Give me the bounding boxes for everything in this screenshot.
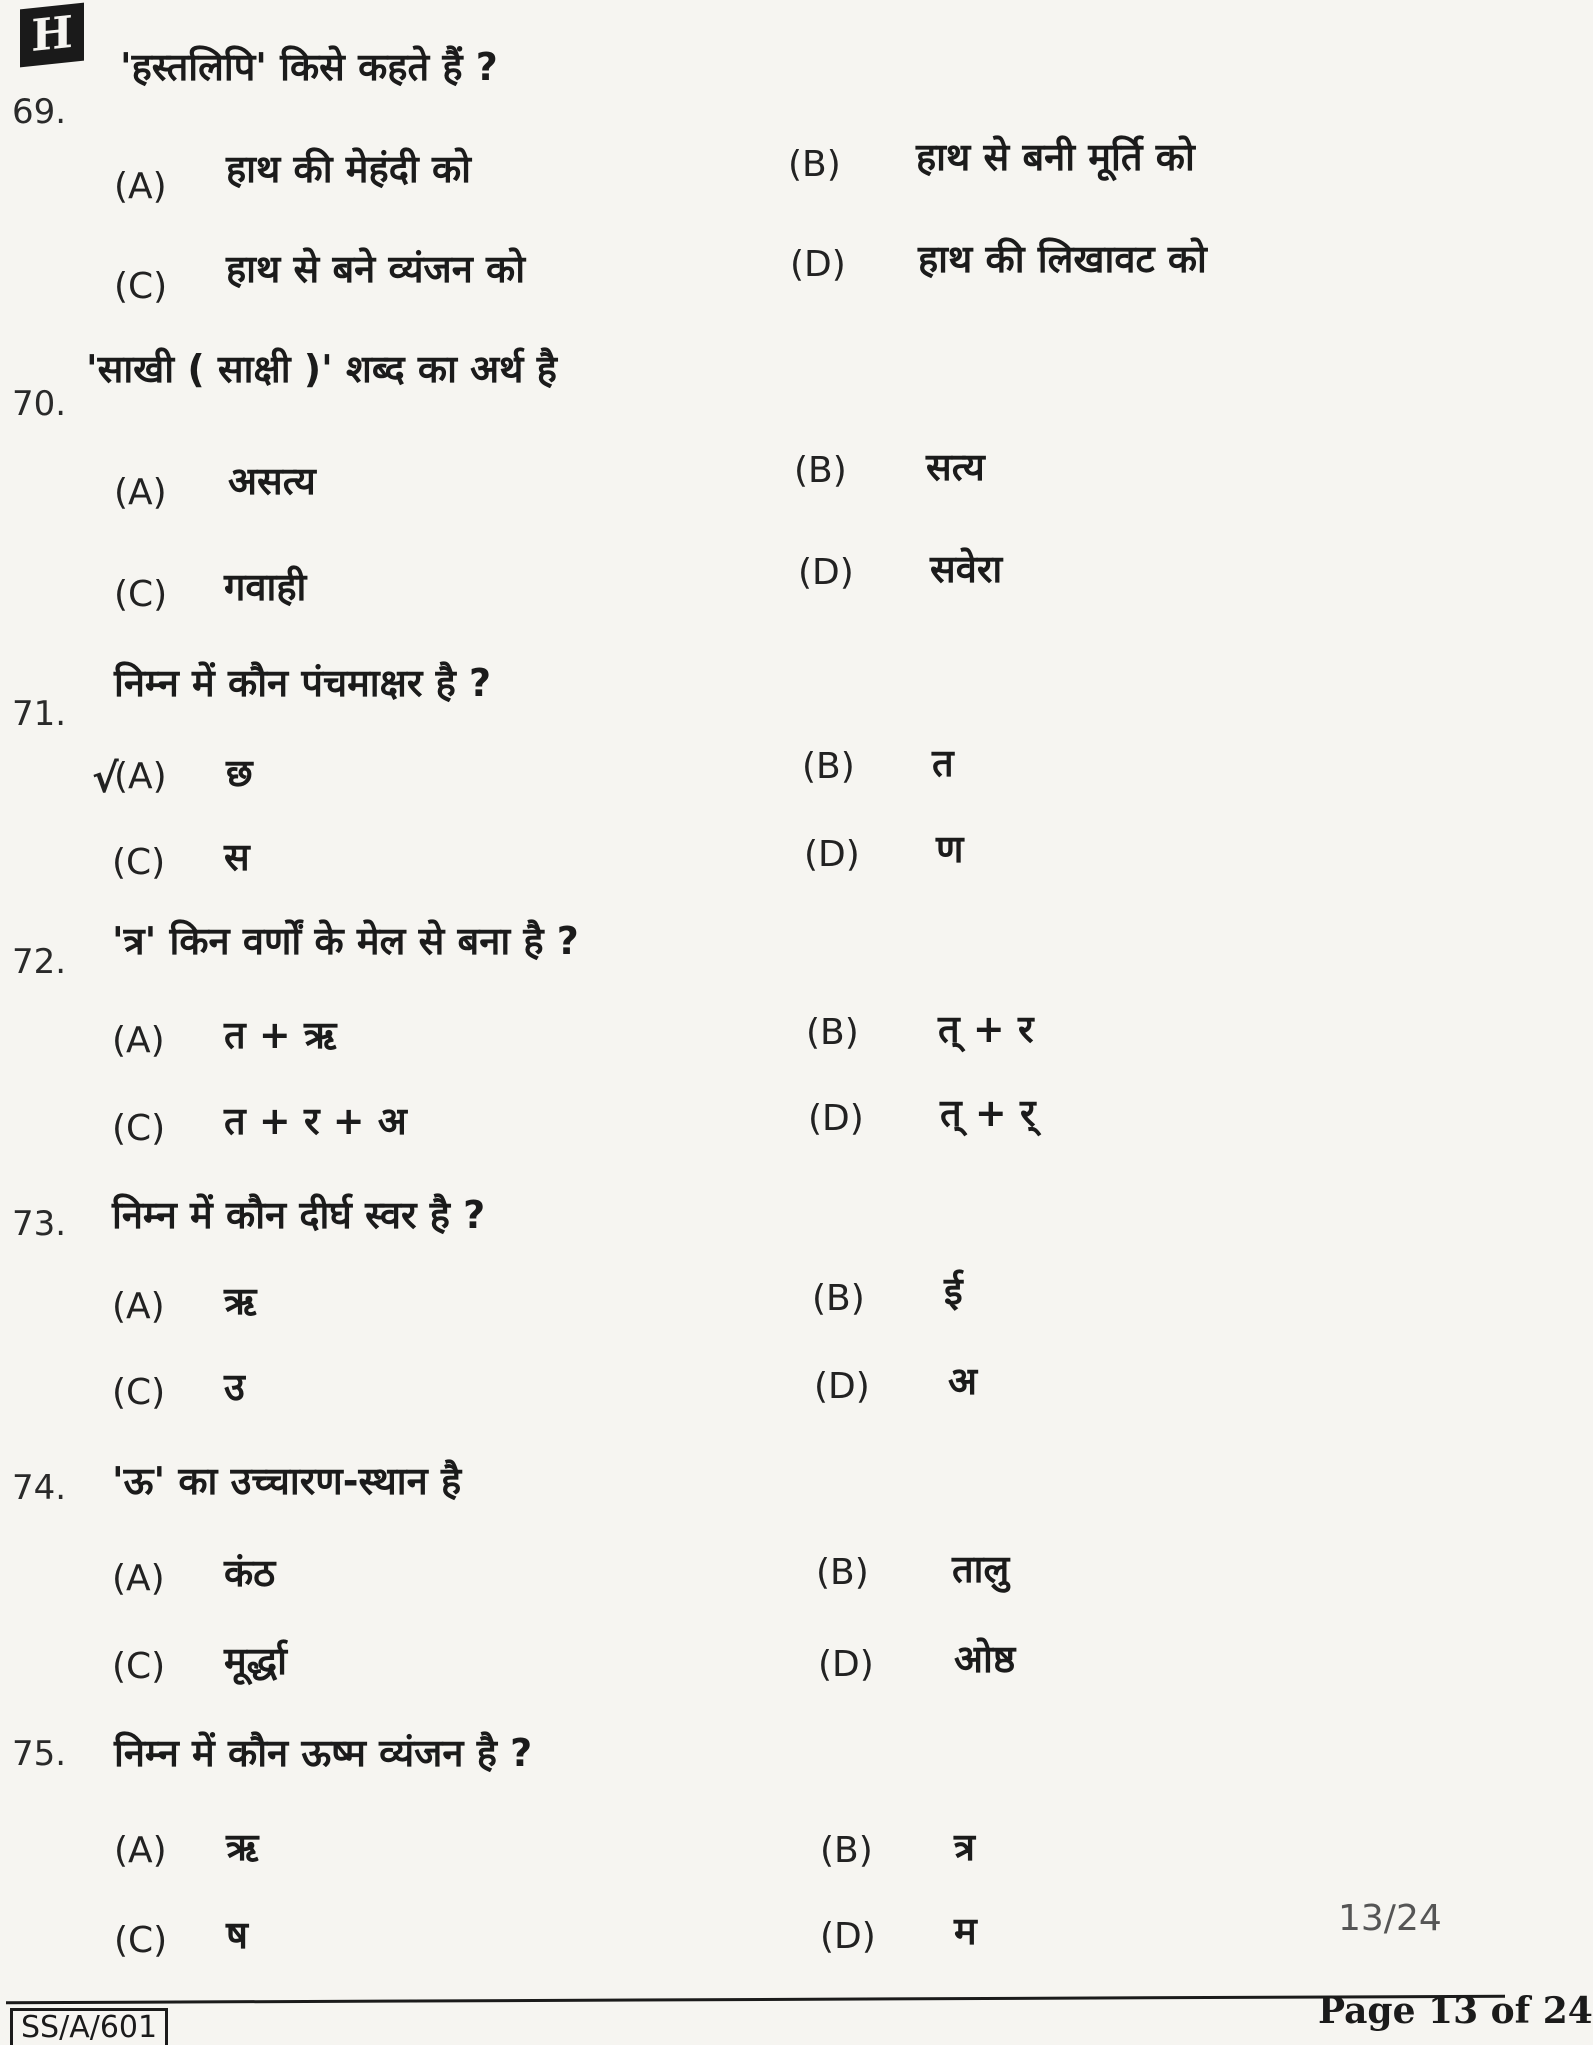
option-b-text: तालु [952, 1547, 1010, 1591]
question-70 [0, 347, 1505, 654]
question-number: 74. [12, 1468, 67, 1508]
option-a-text: असत्य [228, 459, 316, 503]
option-b-text: त् + र [938, 1007, 1034, 1051]
option-a-text: हाथ की मेहंदी को [226, 147, 471, 191]
question-72 [0, 919, 1505, 1212]
question-text: निम्न में कौन ऊष्म व्यंजन है ? [114, 1731, 533, 1775]
option-d-label: (D) [808, 1098, 864, 1139]
option-b-text: हाथ से बनी मूर्ति को [916, 135, 1195, 179]
option-c-label: (C) [114, 1920, 168, 1961]
option-b-label: (B) [820, 1830, 873, 1871]
option-b-text: त [932, 741, 954, 785]
option-b-label: (B) [806, 1012, 859, 1053]
question-74 [0, 1459, 1505, 1738]
option-b-text: ई [944, 1269, 963, 1313]
option-c-text: ष [226, 1913, 248, 1957]
option-a-label: (A) [114, 756, 167, 797]
question-text: निम्न में कौन पंचमाक्षर है ? [114, 661, 492, 705]
option-d-text: त् + र् [940, 1091, 1036, 1135]
question-75 [0, 1731, 1505, 2004]
page-number-footer: Page 13 of 24 [1318, 1990, 1593, 2032]
set-code-badge: H [20, 3, 84, 68]
question-number: 73. [12, 1204, 67, 1244]
option-d-label: (D) [814, 1366, 870, 1407]
option-c-label: (C) [112, 1372, 166, 1413]
question-number: 71. [12, 694, 67, 734]
option-a-label: (A) [112, 1020, 165, 1061]
option-d-text: ओष्ठ [954, 1637, 1016, 1681]
question-number: 70. [12, 384, 67, 424]
option-b-label: (B) [812, 1278, 865, 1319]
option-d-label: (D) [804, 834, 860, 875]
option-d-label: (D) [820, 1916, 876, 1957]
option-d-label: (D) [790, 244, 846, 285]
option-a-text: छ [226, 751, 253, 795]
option-a-text: कंठ [224, 1551, 276, 1595]
option-c-text: त + र + अ [224, 1099, 407, 1143]
paper-code-box: SS/A/601 [10, 2008, 168, 2045]
option-d-text: अ [948, 1359, 978, 1403]
option-c-label: (C) [114, 266, 168, 307]
option-c-text: गवाही [224, 565, 307, 609]
option-c-label: (C) [112, 1108, 166, 1149]
option-c-text: उ [224, 1365, 245, 1409]
option-a-text: ऋ [224, 1279, 257, 1323]
answer-tick-mark: √ [92, 756, 119, 802]
option-c-text: हाथ से बने व्यंजन को [226, 247, 526, 291]
question-number: 69. [12, 92, 67, 132]
option-a-label: (A) [114, 166, 167, 207]
option-d-text: म [954, 1909, 977, 1953]
question-69 [0, 45, 1505, 352]
option-d-text: हाथ की लिखावट को [918, 237, 1207, 281]
question-73 [0, 1193, 1505, 1474]
question-text: 'साखी ( साक्षी )' शब्द का अर्थ है [86, 347, 557, 391]
option-a-label: (A) [112, 1558, 165, 1599]
option-a-text: ऋ [226, 1825, 259, 1869]
option-a-label: (A) [114, 472, 167, 513]
option-c-text: मूर्द्धा [224, 1639, 287, 1683]
option-b-text: त्र [954, 1825, 975, 1869]
option-a-text: त + ऋ [224, 1013, 337, 1057]
option-a-label: (A) [114, 1830, 167, 1871]
option-c-text: स [224, 835, 250, 879]
option-b-label: (B) [802, 746, 855, 787]
question-text: 'ऊ' का उच्चारण-स्थान है [112, 1459, 462, 1503]
question-number: 75. [12, 1734, 67, 1774]
option-d-label: (D) [798, 552, 854, 593]
option-b-label: (B) [788, 144, 841, 185]
option-c-label: (C) [114, 574, 168, 615]
page-fraction: 13/24 [1338, 1898, 1442, 1939]
option-c-label: (C) [112, 842, 166, 883]
question-text: निम्न में कौन दीर्घ स्वर है ? [112, 1193, 486, 1237]
option-c-label: (C) [112, 1646, 166, 1687]
option-d-text: ण [936, 827, 964, 871]
option-b-label: (B) [794, 450, 847, 491]
question-number: 72. [12, 942, 67, 982]
option-d-text: सवेरा [930, 547, 1003, 591]
option-b-label: (B) [816, 1552, 869, 1593]
question-text: 'हस्तलिपि' किसे कहते हैं ? [120, 45, 498, 89]
option-a-label: (A) [112, 1286, 165, 1327]
option-d-label: (D) [818, 1644, 874, 1685]
option-b-text: सत्य [926, 445, 985, 489]
question-text: 'त्र' किन वर्णों के मेल से बना है ? [112, 919, 579, 963]
